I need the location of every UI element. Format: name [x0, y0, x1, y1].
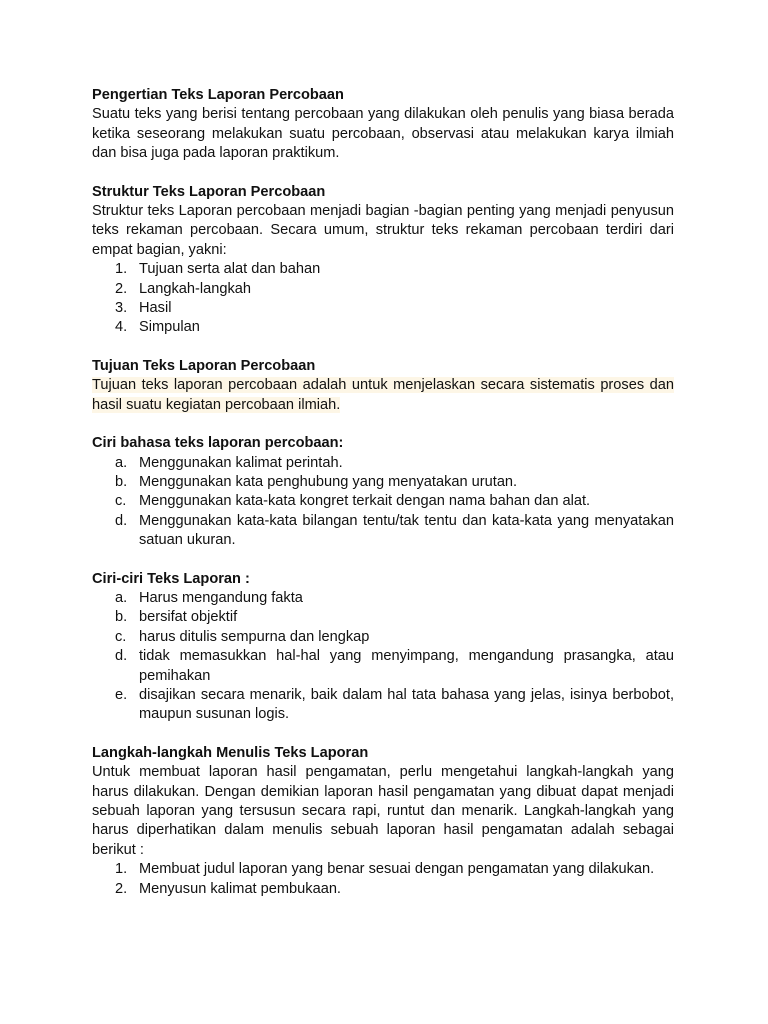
list-item: [92, 880, 674, 899]
list-item: [92, 260, 674, 279]
list-marker: 2.: [115, 280, 128, 297]
list-item: [92, 318, 674, 337]
list-marker: d.: [115, 512, 128, 529]
lettered-list: [92, 589, 674, 725]
list-item-text: Menggunakan kalimat perintah.: [139, 454, 343, 471]
list-marker: b.: [115, 609, 128, 626]
list-marker: 1.: [115, 261, 128, 278]
section-heading: Pengertian Teks Laporan Percobaan: [92, 87, 344, 103]
section-ciri-bahasa: [92, 434, 674, 550]
list-item: [92, 492, 674, 511]
list-item-text: Harus mengandung fakta: [139, 589, 303, 606]
list-item-text: Menggunakan kata-kata kongret terkait dengan nama bahan dan alat.: [139, 493, 591, 510]
section-paragraph: [92, 376, 674, 415]
list-marker: d.: [115, 648, 128, 665]
section-pengertian: [92, 86, 674, 164]
list-item: [92, 454, 674, 473]
list-item-text: bersifat objektif: [139, 609, 238, 626]
list-marker: b.: [115, 473, 128, 490]
section-langkah-langkah: [92, 744, 674, 899]
list-item: [92, 628, 674, 647]
list-item-text: Menggunakan kata-kata bilangan tentu/tak tentu dan kata-kata yang menyatakan satuan ukuran.: [139, 512, 674, 549]
list-item-text: tidak memasukkan hal-hal yang menyimpang, mengandung prasangka, atau pemihakan: [139, 648, 674, 684]
list-marker: 2.: [115, 880, 128, 897]
section-struktur: [92, 183, 674, 338]
list-marker: e.: [115, 686, 128, 703]
list-marker: 1.: [115, 861, 128, 878]
list-item: [92, 686, 674, 725]
list-item: [92, 299, 674, 318]
section-heading: Tujuan Teks Laporan Percobaan: [92, 357, 316, 374]
list-item: [92, 473, 674, 492]
section-heading: Struktur Teks Laporan Percobaan: [92, 183, 326, 200]
list-item: [92, 647, 674, 686]
numbered-list: [92, 860, 674, 899]
list-item-text: Menyusun kalimat pembukaan.: [139, 880, 341, 897]
list-item-text: Tujuan serta alat dan bahan: [139, 261, 321, 278]
section-ciri-ciri: [92, 570, 674, 725]
list-item: [92, 280, 674, 299]
section-tujuan: [92, 357, 674, 415]
list-marker: 4.: [115, 319, 128, 336]
list-item: [92, 589, 674, 608]
numbered-list: [92, 260, 674, 338]
highlighted-text: Tujuan teks laporan percobaan adalah untuk menjelaskan secara sistematis proses dan hasil suatu kegiatan percobaan ilmiah.: [92, 377, 674, 413]
section-paragraph: Suatu teks yang berisi tentang percobaan yang dilakukan oleh penulis yang biasa berada ketika seseorang melakukan suatu percobaan, observasi atau melakukan karya ilmiah dan bisa juga pada laporan praktikum.: [92, 106, 674, 162]
list-marker: c.: [115, 628, 127, 645]
section-heading: Ciri bahasa teks laporan percobaan:: [92, 435, 344, 452]
list-item: [92, 608, 674, 627]
section-paragraph: Untuk membuat laporan hasil pengamatan, perlu mengetahui langkah-langkah yang harus dilakukan. Dengan demikian laporan hasil pengamatan yang dibuat dapat menjadi sebuah laporan yang tersusun secara rapi, runtut dan menarik. Langkah-langkah yang harus diperhatikan dalam menulis sebuah laporan hasil pengamatan adalah sebagai berikut :: [92, 764, 674, 858]
section-paragraph: Struktur teks Laporan percobaan menjadi bagian -bagian penting yang menjadi penyusun teks rekaman percobaan. Secara umum, struktur teks rekaman percobaan terdiri dari empat bagian, yakni:: [92, 203, 674, 258]
section-heading: Langkah-langkah Menulis Teks Laporan: [92, 744, 369, 761]
list-item-text: Simpulan: [139, 319, 200, 336]
list-marker: a.: [115, 589, 128, 606]
lettered-list: [92, 454, 674, 551]
list-marker: a.: [115, 454, 128, 471]
document-page: [92, 86, 674, 918]
list-item-text: disajikan secara menarik, baik dalam hal tata bahasa yang jelas, isinya berbobot, maupun susunan logis.: [139, 686, 674, 723]
section-heading: Ciri-ciri Teks Laporan :: [92, 570, 250, 587]
list-item: [92, 512, 674, 551]
list-item: [92, 860, 674, 879]
list-item-text: Langkah-langkah: [139, 280, 251, 297]
list-marker: c.: [115, 493, 127, 510]
list-item-text: Hasil: [139, 300, 172, 317]
list-item-text: harus ditulis sempurna dan lengkap: [139, 628, 370, 645]
list-item-text: Menggunakan kata penghubung yang menyatakan urutan.: [139, 473, 518, 490]
list-item-text: Membuat judul laporan yang benar sesuai dengan pengamatan yang dilakukan.: [139, 861, 655, 878]
list-marker: 3.: [115, 300, 128, 317]
